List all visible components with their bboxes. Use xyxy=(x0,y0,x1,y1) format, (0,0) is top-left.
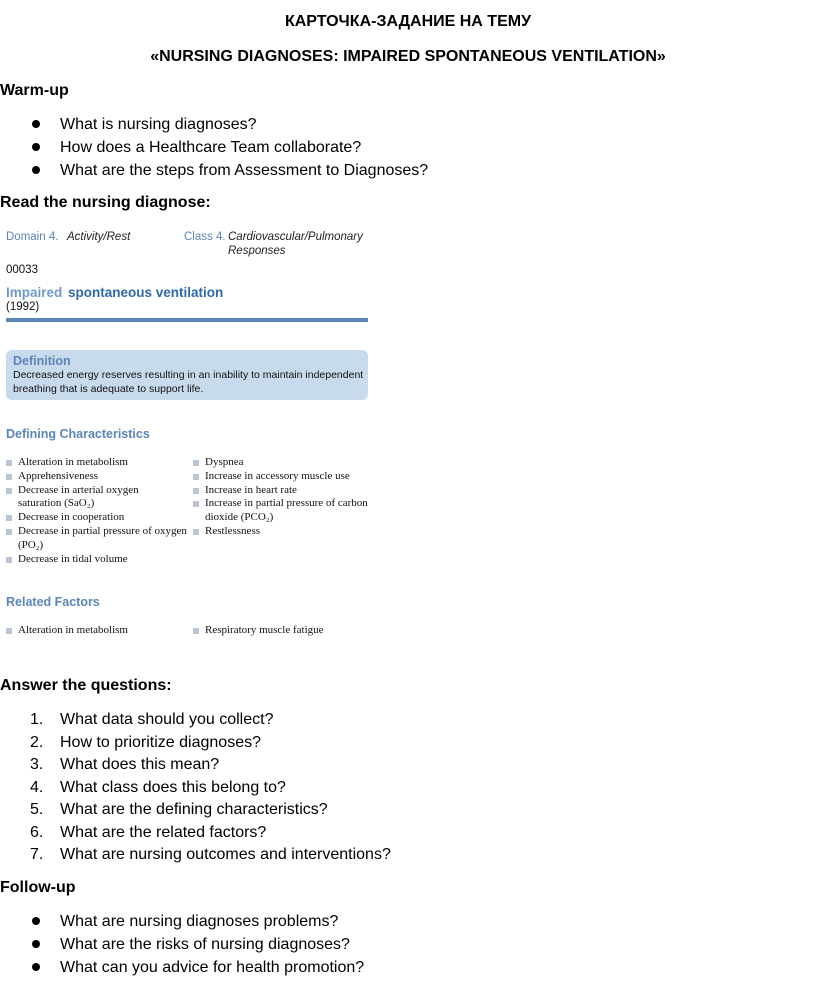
class-label: Class 4. xyxy=(184,231,226,243)
diagnosis-title-part1: Impaired xyxy=(6,285,63,300)
bullet-icon xyxy=(193,529,199,535)
list-item: What is nursing diagnoses? xyxy=(28,113,428,136)
related-factors-right xyxy=(193,624,385,638)
list-item: Decrease in partial pressure of oxygen (PO₂) xyxy=(6,525,190,553)
bullet-icon xyxy=(6,628,12,634)
domain-value: Activity/Rest xyxy=(67,231,131,243)
list-item: Decrease in cooperation xyxy=(6,511,198,525)
related-factors-left xyxy=(6,624,198,638)
list-item: Decrease in tidal volume xyxy=(6,553,198,567)
divider xyxy=(6,318,368,322)
defining-characteristics-left xyxy=(6,456,198,566)
list-item: 6. What are the related factors? xyxy=(30,823,267,841)
bullet-icon xyxy=(6,515,12,521)
diagnosis-year: (1992) xyxy=(6,301,40,313)
list-item: 7. What are nursing outcomes and interventions? xyxy=(30,846,391,863)
warmup-list xyxy=(28,113,428,182)
list-item: Alteration in metabolism xyxy=(6,624,198,638)
bullet-icon xyxy=(32,917,40,925)
diagnosis-title-part2: spontaneous ventilation xyxy=(68,285,224,300)
diagnosis-code: 00033 xyxy=(6,264,38,276)
list-item: Increase in accessory muscle use xyxy=(193,470,370,484)
domain-label: Domain 4. xyxy=(6,231,59,243)
list-item: What are the risks of nursing diagnoses? xyxy=(28,933,364,956)
bullet-icon xyxy=(6,474,12,480)
list-item: What are nursing diagnoses problems? xyxy=(28,910,364,933)
bullet-icon xyxy=(6,460,12,466)
definition-title: Definition xyxy=(13,354,71,368)
list-item: 1. What data should you collect? xyxy=(30,711,274,728)
definition-text: Decreased energy reserves resulting in an inability to maintain independent breathing that is adequate to support life. xyxy=(13,369,364,395)
bullet-icon xyxy=(32,963,40,971)
list-item: Decrease in arterial oxygen saturation (SaO₂) xyxy=(6,484,183,512)
bullet-icon xyxy=(193,501,199,507)
bullet-icon xyxy=(6,529,12,535)
definition-box xyxy=(6,350,368,400)
list-item: Respiratory muscle fatigue xyxy=(193,624,385,638)
class-value-continued: Responses xyxy=(228,245,286,257)
defining-characteristics-title: Defining Characteristics xyxy=(6,427,150,441)
answer-heading: Answer the questions: xyxy=(0,677,172,694)
diagnosis-card xyxy=(0,226,380,646)
bullet-icon xyxy=(193,628,199,634)
list-item: 4. What class does this belong to? xyxy=(30,778,286,796)
bullet-icon xyxy=(6,488,12,494)
bullet-icon xyxy=(32,120,40,128)
answer-list xyxy=(28,709,391,867)
warmup-heading: Warm-up xyxy=(0,82,69,99)
followup-list xyxy=(28,910,364,979)
list-item: Increase in partial pressure of carbon dioxide (PCO₂) xyxy=(193,497,375,525)
list-item: Alteration in metabolism xyxy=(6,456,198,470)
list-item: 3. What does this mean? xyxy=(30,756,220,773)
title-line-2: «NURSING DIAGNOSES: IMPAIRED SPONTANEOUS VENTILATION» xyxy=(150,48,666,65)
followup-heading: Follow-up xyxy=(0,879,76,896)
list-item: How does a Healthcare Team collaborate? xyxy=(28,136,428,159)
bullet-icon xyxy=(6,557,12,563)
list-item: What are the steps from Assessment to Diagnoses? xyxy=(28,159,428,182)
bullet-icon xyxy=(193,474,199,480)
list-item: Apprehensiveness xyxy=(6,470,198,484)
bullet-icon xyxy=(32,143,40,151)
bullet-icon xyxy=(32,166,40,174)
list-item: Increase in heart rate xyxy=(193,484,385,498)
read-heading: Read the nursing diagnose: xyxy=(0,194,211,211)
title-line-1: КАРТОЧКА-ЗАДАНИЕ НА ТЕМУ xyxy=(284,13,532,30)
list-item: Restlessness xyxy=(193,525,385,539)
bullet-icon xyxy=(32,940,40,948)
bullet-icon xyxy=(193,460,199,466)
bullet-icon xyxy=(193,488,199,494)
list-item: Dyspnea xyxy=(193,456,385,470)
defining-characteristics-right xyxy=(193,456,385,539)
list-item: 5. What are the defining characteristics? xyxy=(30,801,328,818)
class-value: Cardiovascular/Pulmonary xyxy=(228,231,363,243)
list-item: 2. How to prioritize diagnoses? xyxy=(30,733,261,751)
list-item: What can you advice for health promotion? xyxy=(28,956,364,979)
related-factors-title: Related Factors xyxy=(6,595,100,609)
